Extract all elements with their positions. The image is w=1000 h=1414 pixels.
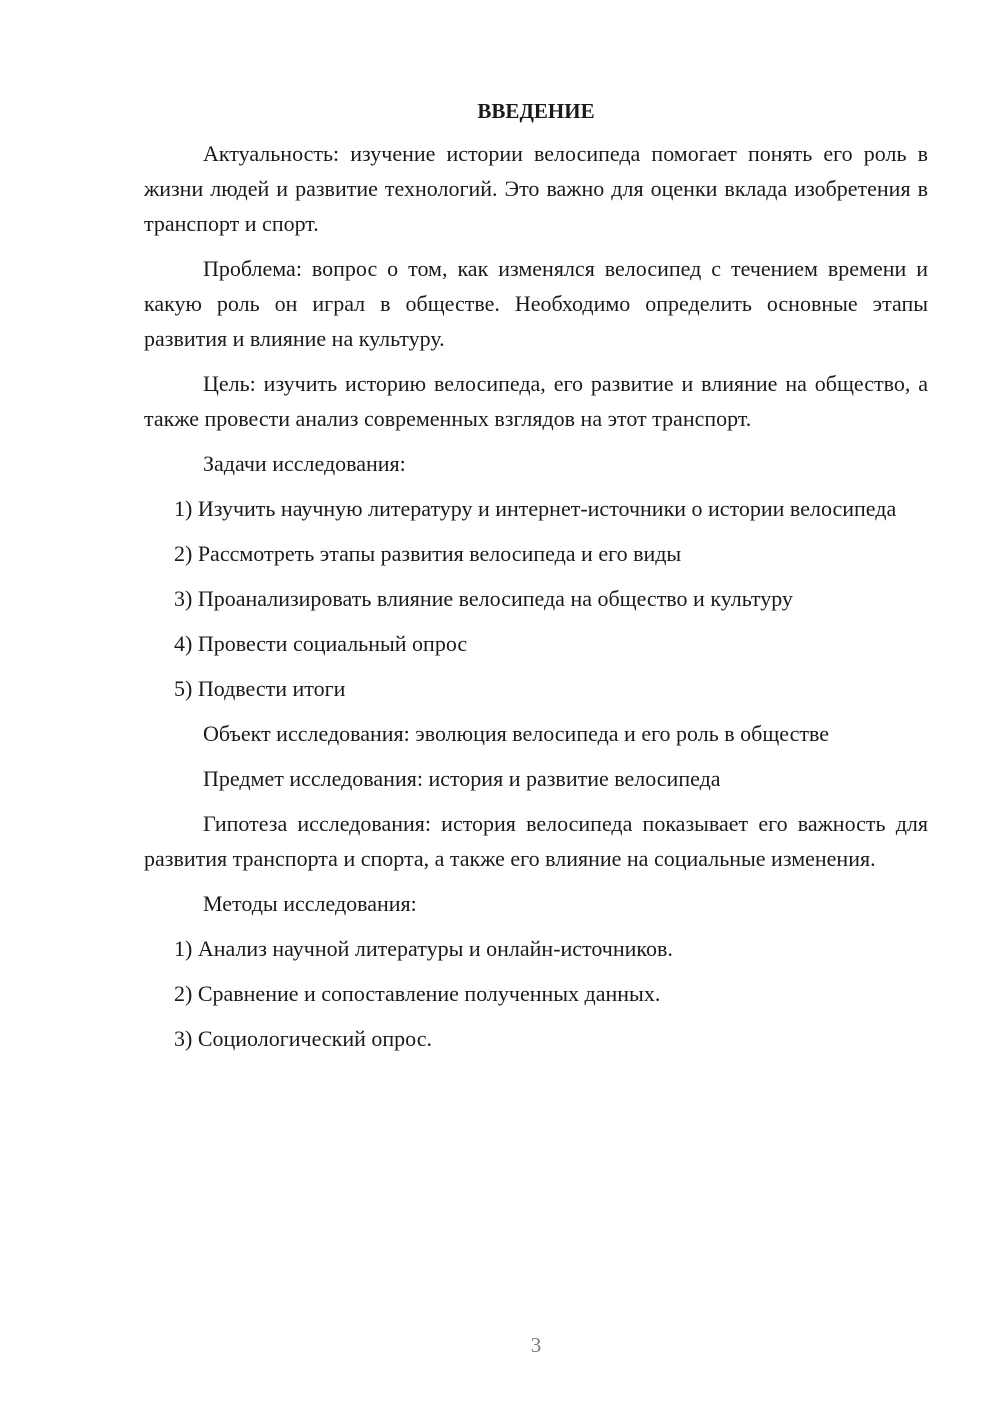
section-title: ВВЕДЕНИЕ bbox=[477, 99, 595, 123]
document-page bbox=[144, 96, 928, 1066]
paragraph-relevance: Актуальность: изучение истории велосипеда помогает понять его роль в жизни людей и развитие технологий. Это важно для оценки вклада изобретения в транспорт и спорт. bbox=[144, 141, 928, 236]
task-item: 2) Рассмотреть этапы развития велосипеда и его виды bbox=[174, 541, 682, 566]
paragraph-hypothesis: Гипотеза исследования: история велосипеда показывает его важность для развития транспорта и спорта, а также его влияние на социальные изменения. bbox=[144, 811, 928, 871]
methods-heading: Методы исследования: bbox=[203, 891, 417, 916]
task-item: 4) Провести социальный опрос bbox=[174, 631, 468, 656]
tasks-heading: Задачи исследования: bbox=[203, 451, 406, 476]
task-item: 3) Проанализировать влияние велосипеда на общество и культуру bbox=[174, 586, 793, 611]
method-item: 1) Анализ научной литературы и онлайн-источников. bbox=[174, 936, 673, 961]
paragraph-object: Объект исследования: эволюция велосипеда и его роль в обществе bbox=[203, 721, 830, 746]
paragraph-subject: Предмет исследования: история и развитие велосипеда bbox=[203, 766, 721, 791]
task-item: 1) Изучить научную литературу и интернет-источники о истории велосипеда bbox=[174, 496, 897, 521]
paragraph-goal: Цель: изучить историю велосипеда, его развитие и влияние на общество, а также провести анализ современных взглядов на этот транспорт. bbox=[144, 371, 928, 431]
page-number: 3 bbox=[530, 1333, 542, 1357]
paragraph-problem: Проблема: вопрос о том, как изменялся велосипед с течением времени и какую роль он играл в обществе. Необходимо определить основные этапы развития и влияние на культуру. bbox=[144, 256, 928, 351]
task-item: 5) Подвести итоги bbox=[174, 676, 346, 701]
method-item: 3) Социологический опрос. bbox=[174, 1026, 432, 1051]
method-item: 2) Сравнение и сопоставление полученных данных. bbox=[174, 981, 661, 1006]
